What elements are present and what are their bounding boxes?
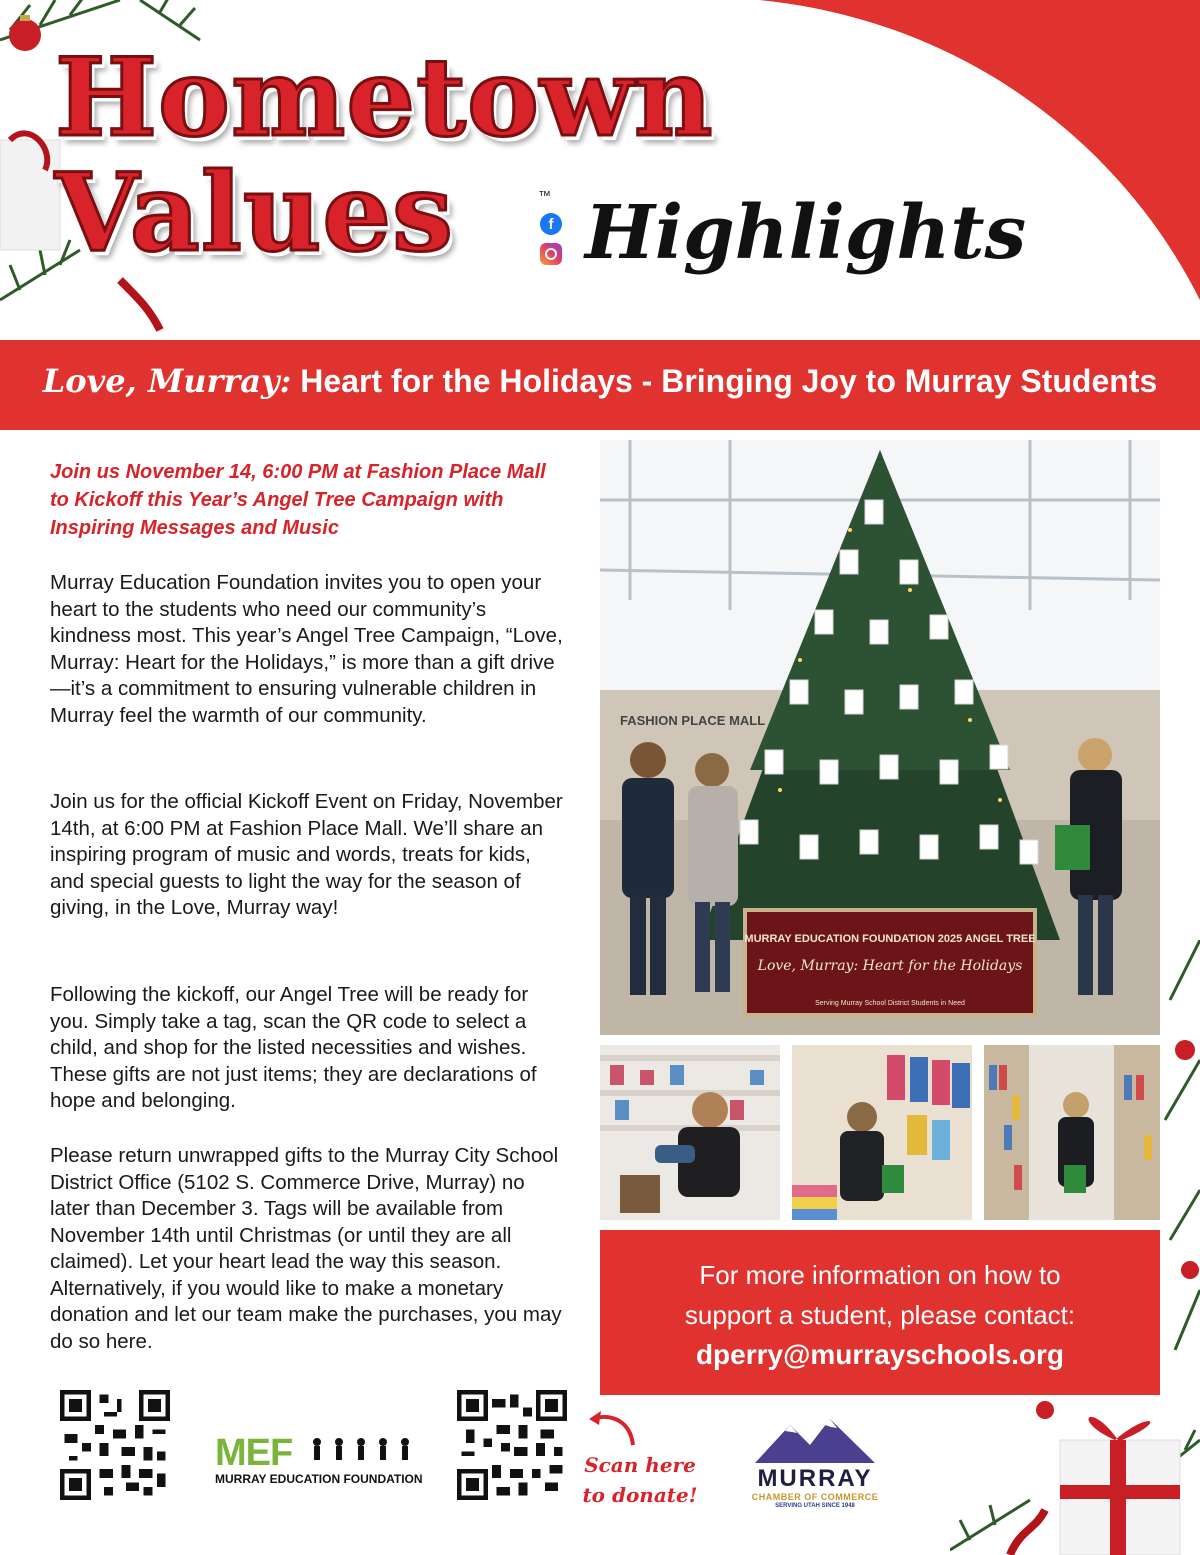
contact-box <box>600 1230 1160 1395</box>
banner-heading <box>0 362 1200 400</box>
mef-children-icon <box>307 1436 422 1470</box>
paragraph-1: Murray Education Foundation invites you to open your heart to the students who need our community’s kindness most. This year’s Angel Tree Campaign, “Love, Murray: Heart for the Holidays,” is more than a gift drive—it’s a commitment to ensuring vulnerable children in Murray feel the warmth of our community. <box>50 571 563 727</box>
shoe-shopping-photo <box>600 1045 780 1220</box>
contact-email-link[interactable]: dperry@murrayschools.org <box>695 1339 1065 1370</box>
mef-logo-letters: MEF <box>215 1432 293 1474</box>
qr-code-info[interactable] <box>60 1390 170 1500</box>
murray-chamber-logo <box>730 1415 900 1515</box>
contact-line-1: For more information on how to <box>699 1260 1061 1290</box>
contact-line-2: support a student, please contact: <box>684 1300 1076 1330</box>
curved-arrow-icon <box>585 1405 640 1450</box>
gift-decoration-bottom-right <box>950 1380 1200 1555</box>
trademark: ™ <box>538 188 551 203</box>
skirt-title: MURRAY EDUCATION FOUNDATION 2025 ANGEL TREE <box>744 933 1036 945</box>
mall-sign: FASHION PLACE MALL <box>620 713 766 728</box>
scan-line-1: Scan here <box>584 1453 696 1477</box>
title-highlights: Highlights <box>585 190 1027 276</box>
lead-paragraph: Join us November 14, 6:00 PM at Fashion Place Mall to Kickoff this Year’s Angel Tree Campaign with Inspiring Messages and Music <box>50 461 546 539</box>
paragraph-3: Following the kickoff, our Angel Tree will be ready for you. Simply take a tag, scan the QR code to select a child, and shop for the listed necessities and wishes. These gifts are not just items; they are declarations of hope and belonging. <box>50 983 537 1112</box>
title-values: Values <box>55 150 454 276</box>
instagram-icon[interactable] <box>540 243 562 265</box>
chamber-sub: CHAMBER OF COMMERCE <box>751 1492 879 1502</box>
banner-script: Love, Murray: <box>42 362 292 400</box>
chamber-since: SERVING UTAH SINCE 1948 <box>775 1503 855 1509</box>
angel-tree-photo <box>600 440 1160 1035</box>
facebook-icon[interactable]: f <box>540 213 562 235</box>
title-hometown: Hometown <box>55 35 714 161</box>
banner-rest: Heart for the Holidays - Bringing Joy to Murray Students <box>300 363 1158 399</box>
clothing-shopping-photo <box>792 1045 972 1220</box>
paragraph-4: Please return unwrapped gifts to the Murray City School District Office (5102 S. Commerce Drive, Murray) no later than December 3. Tags will be available from November 14th until Christmas (or until they are all claimed). Let your heart lead the way this season. Alternatively, if you would like to make a monetary donation and let our team make the purchases, you may do so here. <box>50 1144 562 1353</box>
mountain-icon <box>755 1415 875 1463</box>
skirt-sub: Serving Murray School District Students in Need <box>815 1000 965 1007</box>
qr-code-donate[interactable] <box>457 1390 567 1500</box>
pine-decoration-right <box>1160 940 1200 1360</box>
book-shopping-photo <box>984 1045 1160 1220</box>
paragraph-2: Join us for the official Kickoff Event on Friday, November 14th, at 6:00 PM at Fashion Place Mall. We’ll share an inspiring program of music and words, treats for kids, and special guests to light the way for the season of giving, in the Love, Murray way! <box>50 790 563 919</box>
mef-logo-name: MURRAY EDUCATION FOUNDATION <box>215 1472 423 1486</box>
mef-logo <box>215 1432 425 1492</box>
chamber-name: MURRAY <box>757 1465 873 1492</box>
skirt-script: Love, Murray: Heart for the Holidays <box>757 958 1023 974</box>
scan-to-donate <box>575 1450 705 1510</box>
scan-line-2: to donate! <box>582 1483 698 1507</box>
